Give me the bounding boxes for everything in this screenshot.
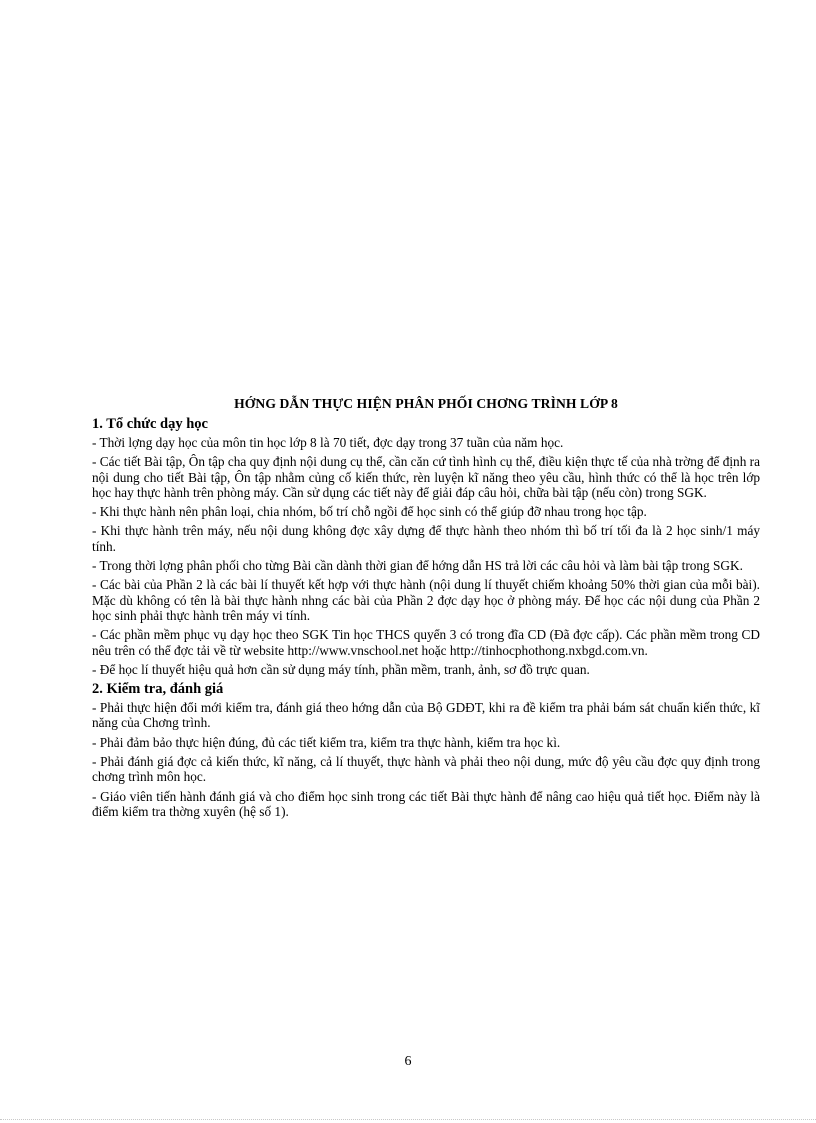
- paragraph: - Các bài của Phần 2 là các bài lí thuyết kết hợp với thực hành (nội dung lí thuyết chiếm khoảng 50% thời gian của mỗi bài). Mặc dù không có tên là bài thực hành nhng các bài của Phần 2 đợc dạy học ở phòng máy. Để học các nội dung của Phần 2 học sinh phải thực hành trên máy vi tính.: [92, 577, 760, 623]
- paragraph: - Các phần mềm phục vụ dạy học theo SGK Tin học THCS quyển 3 có trong đĩa CD (Đã đợc cấp). Các phần mềm trong CD nêu trên có thể đợc tải về từ website http://www.vnschool.net hoặc http://tinhocphothong.nxbgd.com.vn.: [92, 627, 760, 658]
- section-organization: [92, 416, 760, 677]
- paragraph: - Các tiết Bài tập, Ôn tập cha quy định nội dung cụ thể, cần căn cứ tình hình cụ thể, điều kiện thực tế của nhà trờng để định ra nội dung cho tiết Bài tập, Ôn tập nhằm củng cố kiến thức, rèn luyện kĩ năng theo yêu cầu, hình thức có thể là học trên lớp học hay thực hành trên phòng máy. Cần sử dụng các tiết này để giải đáp câu hỏi, chữa bài tập (nếu còn) trong SGK.: [92, 454, 760, 500]
- section-assessment: [92, 681, 760, 819]
- paragraph: - Phải đánh giá đợc cả kiến thức, kĩ năng, cả lí thuyết, thực hành và phải theo nội dung, mức độ yêu cầu đợc quy định trong chơng trình môn học.: [92, 754, 760, 785]
- section-heading: 1. Tổ chức dạy học: [92, 416, 208, 432]
- paragraph: - Khi thực hành nên phân loại, chia nhóm, bố trí chỗ ngồi để học sinh có thể giúp đỡ nhau trong học tập.: [92, 504, 647, 520]
- paragraph: - Phải đảm bảo thực hiện đúng, đủ các tiết kiểm tra, kiểm tra thực hành, kiểm tra học kì.: [92, 734, 561, 750]
- paragraph: - Giáo viên tiến hành đánh giá và cho điểm học sinh trong các tiết Bài thực hành để nâng cao hiệu quả tiết học. Điểm này là điểm kiểm tra thờng xuyên (hệ số 1).: [92, 788, 760, 819]
- page-bottom-divider: [0, 1119, 816, 1120]
- document-title: HỚNG DẪN THỰC HIỆN PHÂN PHỐI CHƠNG TRÌNH LỚP 8: [234, 396, 618, 411]
- paragraph: - Khi thực hành trên máy, nếu nội dung không đợc xây dựng để thực hành theo nhóm thì bố trí tối đa là 2 học sinh/1 máy tính.: [92, 523, 760, 554]
- document-body: [92, 396, 760, 823]
- section-heading: 2. Kiểm tra, đánh giá: [92, 681, 224, 698]
- page-number: 6: [404, 1054, 412, 1069]
- paragraph: - Để học lí thuyết hiệu quả hơn cần sử dụng máy tính, phần mềm, tranh, ảnh, sơ đồ trực quan.: [92, 661, 590, 677]
- paragraph: - Phải thực hiện đổi mới kiểm tra, đánh giá theo hớng dẫn của Bộ GDĐT, khi ra đề kiểm tra phải bám sát chuẩn kiến thức, kĩ năng của Chơng trình.: [92, 700, 760, 731]
- paragraph: - Trong thời lợng phân phối cho từng Bài cần dành thời gian để hớng dẫn HS trả lời các câu hỏi và làm bài tập trong SGK.: [92, 558, 743, 574]
- paragraph: - Thời lợng dạy học của môn tin học lớp 8 là 70 tiết, đợc dạy trong 37 tuần của năm học.: [92, 435, 564, 450]
